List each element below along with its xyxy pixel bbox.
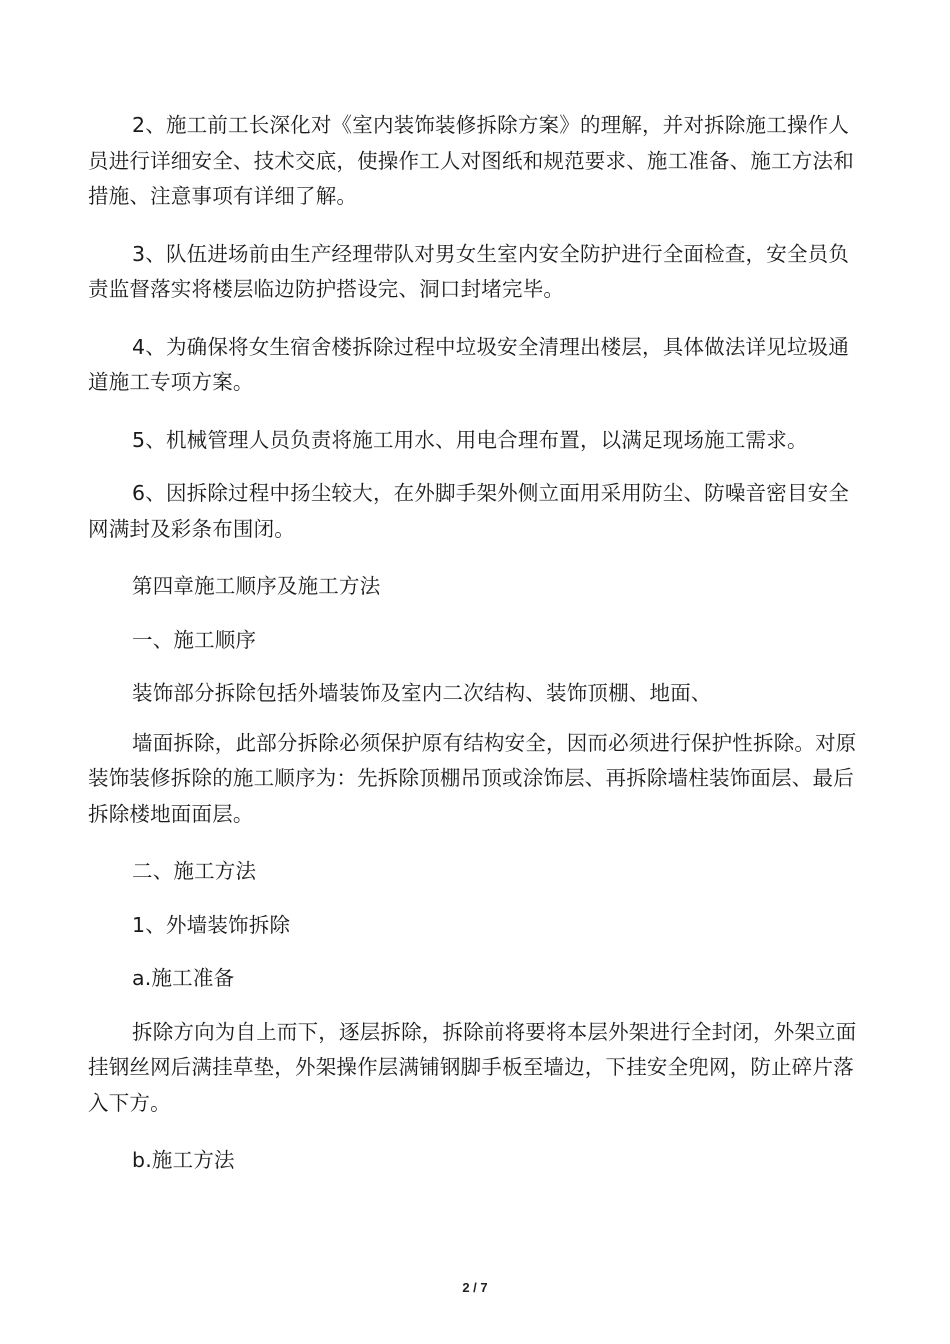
section-heading-method: 二、施工方法 (132, 859, 257, 883)
paragraph-item-5-utilities: 5、机械管理人员负责将施工用水、用电合理布置，以满足现场施工需求。 (132, 427, 808, 452)
paragraph-item-2-preparation: 2、施工前工长深化对《室内装饰装修拆除方案》的理解，并对拆除施工操作人员进行详细安全、技术交底，使操作工人对图纸和规范要求、施工准备、施工方法和措施、注意事项有详细了解。 (88, 113, 854, 208)
paragraph-item-3-safety-check: 3、队伍进场前由生产经理带队对男女生室内安全防护进行全面检查，安全员负责监督落实将楼层临边防护搭设完、洞口封堵完毕。 (88, 241, 850, 301)
paragraph-demolition-order: 墙面拆除，此部分拆除必须保护原有结构安全，因而必须进行保护性拆除。对原装饰装修拆除的施工顺序为：先拆除顶棚吊顶或涂饰层、再拆除墙柱装饰面层、最后拆除楼地面面层。 (88, 730, 857, 826)
paragraph-exterior-preparation: 拆除方向为自上而下，逐层拆除，拆除前将要将本层外架进行全封闭，外架立面挂钢丝网后满挂草垫，外架操作层满铺钢脚手板至墙边，下挂安全兜网，防止碎片落入下方。 (88, 1019, 857, 1115)
subsection-heading-preparation: a.施工准备 (132, 966, 235, 990)
subsection-heading-exterior-wall: 1、外墙装饰拆除 (132, 912, 291, 937)
document-body (88, 108, 860, 1197)
subsection-heading-method-b: b.施工方法 (132, 1148, 235, 1172)
paragraph-item-4-waste-channel: 4、为确保将女生宿舍楼拆除过程中垃圾安全清理出楼层，具体做法详见垃圾通道施工专项方案。 (88, 334, 850, 394)
chapter-heading: 第四章施工顺序及施工方法 (132, 574, 381, 598)
paragraph-item-6-dust-control: 6、因拆除过程中扬尘较大，在外脚手架外侧立面用采用防尘、防噪音密目安全网满封及彩条布围闭。 (88, 481, 850, 541)
section-heading-sequence: 一、施工顺序 (132, 627, 257, 652)
page-number: 2 / 7 (462, 1280, 488, 1295)
paragraph-demolition-scope: 装饰部分拆除包括外墙装饰及室内二次结构、装饰顶棚、地面、 (132, 681, 712, 705)
